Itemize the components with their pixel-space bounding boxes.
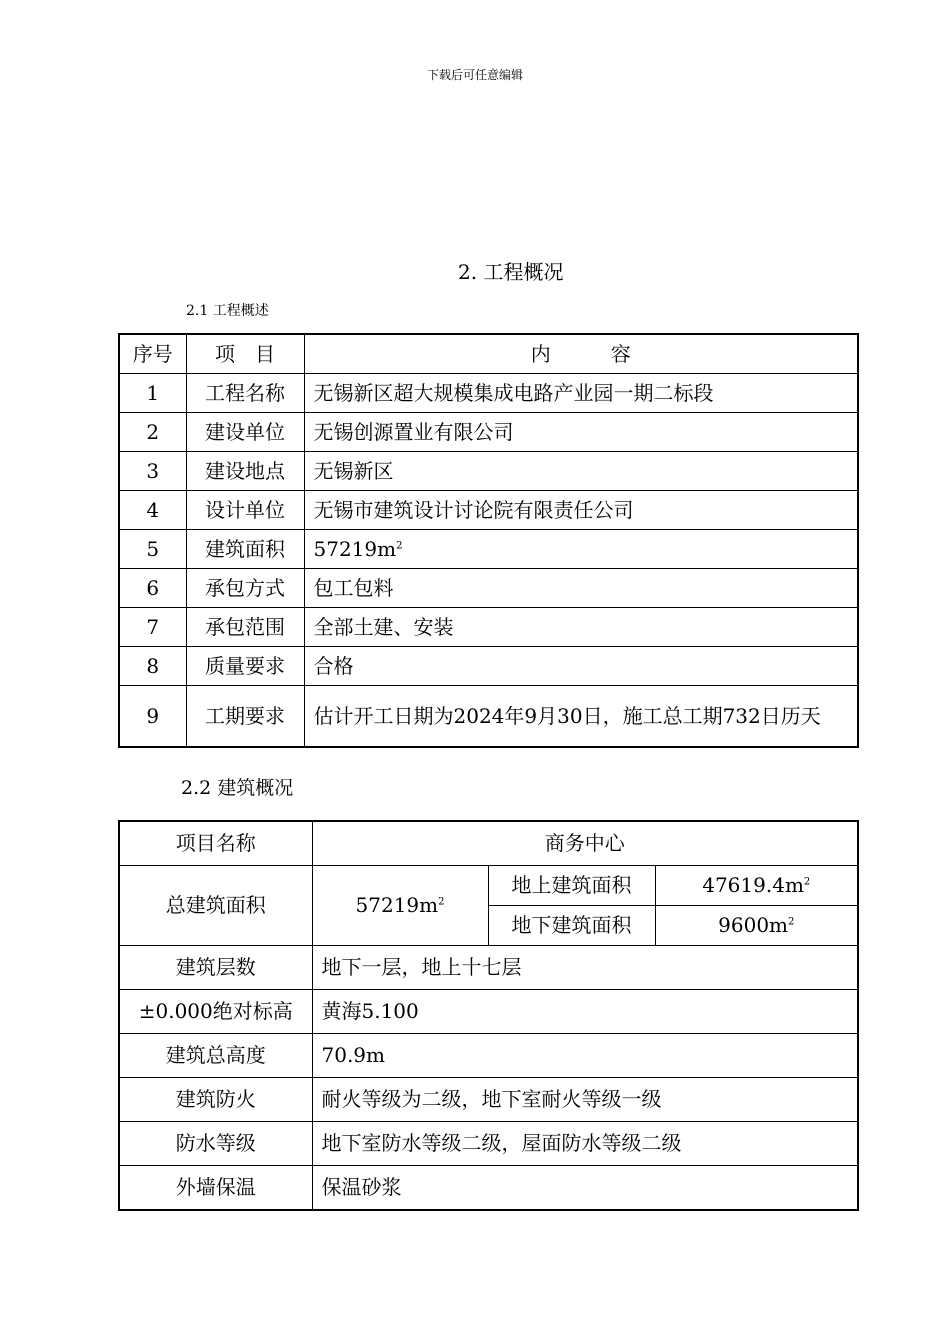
row-content: 无锡新区 [304, 452, 858, 491]
table-row [119, 1122, 858, 1166]
above-area-number: 47619.4m [702, 873, 804, 897]
row-value: 地下室防水等级二级，屋面防水等级二级 [312, 1122, 858, 1166]
row-content [304, 530, 858, 569]
building-heading: 2.2 建筑概况 [181, 777, 294, 799]
total-area-value [312, 866, 488, 946]
table-row [119, 530, 858, 569]
row-num: 5 [119, 530, 186, 569]
row-label: 外墙保温 [119, 1166, 312, 1211]
above-area-label: 地上建筑面积 [488, 866, 655, 906]
row-item: 承包方式 [186, 569, 304, 608]
below-area-sup: 2 [788, 916, 795, 928]
table-row [119, 946, 858, 990]
table-row [119, 1034, 858, 1078]
row-label: 建筑总高度 [119, 1034, 312, 1078]
table-row [119, 608, 858, 647]
row-num: 4 [119, 491, 186, 530]
row-num: 8 [119, 647, 186, 686]
below-area-number: 9600m [718, 913, 789, 937]
table-row [119, 491, 858, 530]
row-content: 包工包料 [304, 569, 858, 608]
col-num-header: 序号 [119, 334, 186, 374]
total-area-number: 57219m [355, 893, 439, 917]
row-content: 全部土建、安装 [304, 608, 858, 647]
row-label: 防水等级 [119, 1122, 312, 1166]
row-value: 耐火等级为二级，地下室耐火等级一级 [312, 1078, 858, 1122]
row-num: 7 [119, 608, 186, 647]
row-value: 保温砂浆 [312, 1166, 858, 1211]
row-item: 质量要求 [186, 647, 304, 686]
row-item: 承包范围 [186, 608, 304, 647]
row-item: 工期要求 [186, 686, 304, 748]
header-note: 下载后可任意编辑 [426, 68, 523, 82]
above-area-sup: 2 [803, 876, 811, 888]
col-item-header: 项 目 [186, 334, 304, 374]
row-num: 9 [119, 686, 186, 748]
row-item: 建设地点 [186, 452, 304, 491]
table-row [119, 374, 858, 413]
above-area-value [655, 866, 858, 906]
table-row [119, 452, 858, 491]
row-item: 建设单位 [186, 413, 304, 452]
row-content: 估计开工日期为2024年9月30日，施工总工期732日历天 [304, 686, 858, 748]
project-name-value: 商务中心 [312, 821, 858, 866]
table-row [119, 413, 858, 452]
total-area-sup: 2 [438, 896, 445, 908]
area-value: 57219m [313, 536, 397, 561]
col-content-header: 内 容 [304, 334, 858, 374]
row-item: 工程名称 [186, 374, 304, 413]
table-row [119, 990, 858, 1034]
row-num: 3 [119, 452, 186, 491]
row-label: ±0.000绝对标高 [119, 990, 312, 1034]
row-num: 2 [119, 413, 186, 452]
row-content: 合格 [304, 647, 858, 686]
table-row [119, 569, 858, 608]
table-row [119, 866, 858, 906]
building-table [118, 820, 859, 1211]
row-value: 黄海5.100 [312, 990, 858, 1034]
row-content: 无锡新区超大规模集成电路产业园一期二标段 [304, 374, 858, 413]
table-row [119, 686, 858, 748]
overview-table [118, 333, 859, 748]
project-name-label: 项目名称 [119, 821, 312, 866]
row-label: 建筑防火 [119, 1078, 312, 1122]
row-value: 地下一层，地上十七层 [312, 946, 858, 990]
table-row [119, 647, 858, 686]
row-item: 建筑面积 [186, 530, 304, 569]
below-area-value [655, 906, 858, 946]
table-row [119, 821, 858, 866]
row-label: 建筑层数 [119, 946, 312, 990]
table-row [119, 1166, 858, 1211]
row-value: 70.9m [312, 1034, 858, 1078]
row-num: 6 [119, 569, 186, 608]
row-num: 1 [119, 374, 186, 413]
below-area-label: 地下建筑面积 [488, 906, 655, 946]
row-content: 无锡市建筑设计讨论院有限责任公司 [304, 491, 858, 530]
overview-heading: 2.1 工程概述 [186, 303, 269, 319]
area-unit-sup: 2 [396, 539, 403, 551]
row-item: 设计单位 [186, 491, 304, 530]
overview-header-row [119, 334, 858, 374]
table-row [119, 1078, 858, 1122]
total-area-label: 总建筑面积 [119, 866, 312, 946]
row-content: 无锡创源置业有限公司 [304, 413, 858, 452]
section-title: 2. 工程概况 [458, 260, 564, 284]
